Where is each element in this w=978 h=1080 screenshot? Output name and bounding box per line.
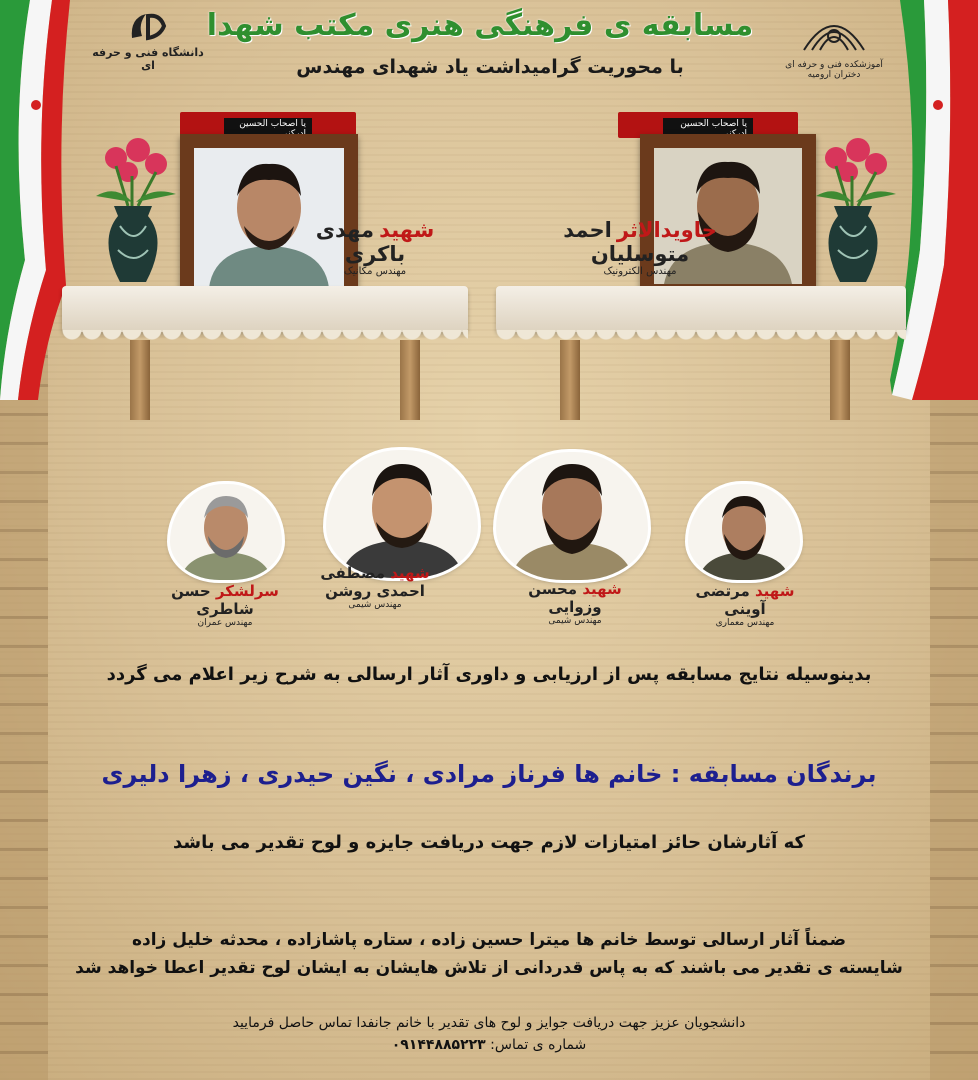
shelf-bracket-right-b bbox=[830, 340, 850, 420]
portrait-badge-3-label bbox=[500, 580, 650, 626]
honorable-mention-line2: شایسته ی تقدیر می باشند که به پاس قدردانی از تلاش هایشان به ایشان لوح تقدیر اعطا خواهد شد bbox=[75, 958, 903, 978]
nameplate-left bbox=[300, 218, 450, 277]
portrait-badge-4-caption: مهندس معماری bbox=[715, 618, 775, 628]
winners-text: برندگان مسابقه : خانم ها فرناز مرادی ، نگین حیدری ، زهرا دلیری bbox=[101, 760, 877, 788]
poster-subtitle: با محوریت گرامیداشت یاد شهدای مهندس bbox=[296, 56, 684, 78]
nameplate-right bbox=[560, 218, 720, 277]
portrait-badge-2-name: مصطفی احمدی روشن bbox=[320, 564, 425, 600]
portrait-badge-4-name: مرتضی آوینی bbox=[695, 582, 766, 618]
iran-flag-left bbox=[0, 0, 70, 400]
frame-ribbon-text-right: یا اصحاب الحسین bbox=[663, 118, 753, 140]
portrait-badge-1 bbox=[170, 484, 282, 580]
nameplate-right-name: احمد متوسلیان bbox=[563, 218, 690, 266]
portrait-badge-2 bbox=[326, 450, 478, 578]
portrait-badge-3 bbox=[496, 452, 648, 580]
shelf-left bbox=[62, 286, 468, 332]
eligibility-text: که آثارشان حائز امتیازات لازم جهت دریافت جایزه و لوح تقدیر می باشد bbox=[173, 832, 805, 853]
portrait-badge-1-icon bbox=[170, 484, 282, 580]
announcement-text: بدینوسیله نتایج مسابقه پس از ارزیابی و داوری آثار ارسالی به شرح زیر اعلام می گردد bbox=[106, 664, 872, 685]
portrait-badge-3-prefix: شهید bbox=[582, 580, 622, 598]
portrait-badge-1-caption: مهندس عمران bbox=[197, 618, 253, 628]
portrait-badge-1-prefix: سرلشکر bbox=[215, 582, 279, 600]
shelf-bracket-left-b bbox=[400, 340, 420, 420]
honorable-mention-text bbox=[40, 926, 938, 982]
shelf-right bbox=[496, 286, 906, 332]
phone-label: شماره ی تماس: bbox=[490, 1037, 587, 1053]
shelf-bracket-right-a bbox=[560, 340, 580, 420]
university-emblem-icon bbox=[126, 8, 170, 42]
nameplate-right-prefix: جاویدالاثر bbox=[616, 218, 717, 242]
portrait-badge-4-icon bbox=[688, 484, 800, 580]
portrait-badge-3-name: محسن وزوایی bbox=[528, 580, 602, 616]
contact-block bbox=[40, 1012, 938, 1056]
nameplate-left-prefix: شهید bbox=[379, 218, 435, 242]
portrait-badge-3-caption: مهندس شیمی bbox=[548, 616, 602, 626]
portrait-badge-2-caption: مهندس شیمی bbox=[348, 600, 402, 610]
shelf-bracket-left-a bbox=[130, 340, 150, 420]
phone-number[interactable]: ۰۹۱۴۴۸۸۵۲۲۳ bbox=[391, 1037, 486, 1053]
university-logo-caption: دانشگاه فنی و حرفه ای bbox=[92, 46, 204, 72]
nameplate-right-caption: مهندس الکترونیک bbox=[603, 266, 677, 277]
portrait-badge-4-label bbox=[680, 582, 810, 628]
poster-title: مسابقه ی فرهنگی هنری مکتب شهدا bbox=[206, 8, 754, 43]
portrait-badge-4 bbox=[688, 484, 800, 580]
portrait-badge-2-icon bbox=[326, 450, 478, 578]
college-logo bbox=[778, 10, 890, 80]
portrait-badge-1-name: حسن شاطری bbox=[171, 582, 254, 618]
college-logo-caption: آموزشکده فنی و حرفه ای دختران ارومیه bbox=[785, 60, 883, 80]
college-emblem-icon bbox=[794, 10, 874, 56]
portrait-badge-3-icon bbox=[496, 452, 648, 580]
nameplate-left-name: مهدی باکری bbox=[315, 218, 406, 266]
frame-ribbon-text-left: یا اصحاب الحسین bbox=[224, 118, 312, 140]
portrait-badge-2-label bbox=[300, 564, 450, 610]
contact-phone-row bbox=[40, 1034, 938, 1056]
flower-vase-left-icon bbox=[86, 136, 182, 286]
portrait-badge-1-label bbox=[160, 582, 290, 628]
contact-instruction: دانشجویان عزیز جهت دریافت جوایز و لوح های تقدیر با خانم جانفدا تماس حاصل فرمایید bbox=[232, 1015, 746, 1031]
flower-vase-right-icon bbox=[806, 136, 902, 286]
portrait-badge-2-prefix: شهید bbox=[390, 564, 430, 582]
nameplate-left-caption: مهندس مکانیک bbox=[343, 266, 407, 277]
portrait-badge-4-prefix: شهید bbox=[755, 582, 795, 600]
honorable-mention-line1: ضمناً آثار ارسالی توسط خانم ها میترا حسین زاده ، ستاره پاشازاده ، محدثه خلیل زاده bbox=[131, 930, 847, 950]
